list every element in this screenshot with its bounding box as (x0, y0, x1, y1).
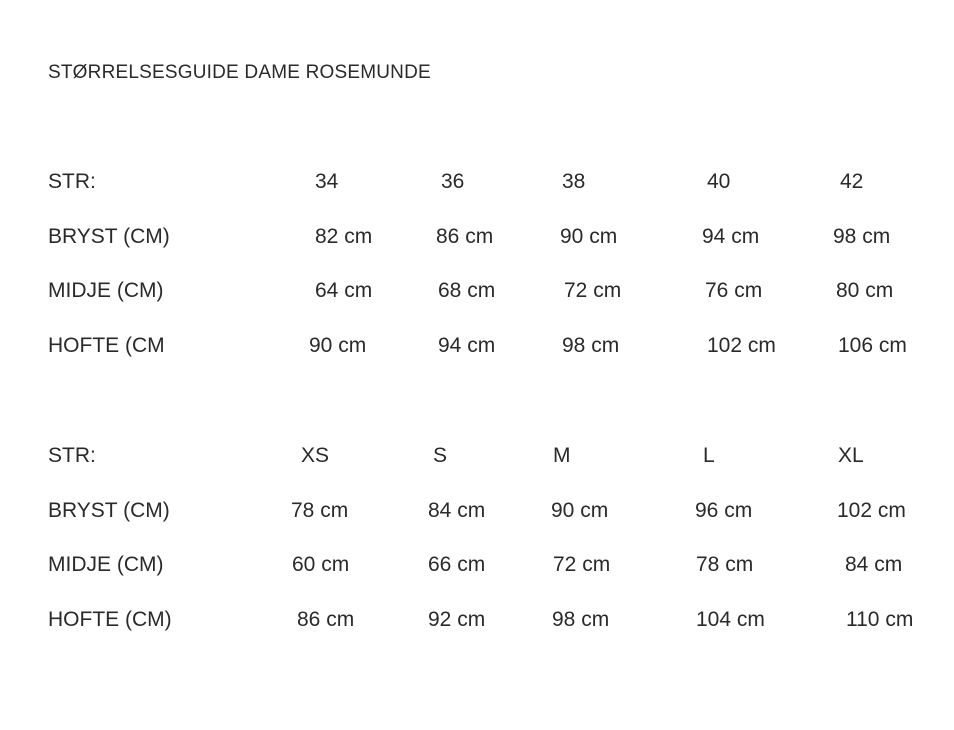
table-cell: 90 cm (309, 334, 367, 358)
table-cell: 102 cm (707, 334, 776, 358)
table-cell: 92 cm (428, 608, 486, 632)
row-label: STR: (48, 444, 96, 467)
table-cell: 94 cm (702, 224, 760, 248)
table-cell: 64 cm (315, 279, 373, 303)
row-label: BRYST (CM) (48, 224, 170, 248)
table-cell: 80 cm (836, 279, 894, 303)
table-cell: 82 cm (315, 224, 373, 248)
size-table-numeric (0, 168, 954, 387)
table-cell: 110 cm (846, 608, 914, 632)
table-cell: 38 (562, 170, 586, 193)
table-row (0, 277, 954, 332)
size-table-letter (0, 442, 954, 661)
table-cell: 72 cm (564, 279, 622, 303)
table-cell: 98 cm (552, 608, 610, 632)
table-cell: 86 cm (297, 608, 355, 632)
table-row (0, 606, 954, 661)
row-label: MIDJE (CM) (48, 553, 164, 577)
table-row (0, 497, 954, 552)
table-cell: 96 cm (695, 498, 753, 522)
table-cell: M (553, 444, 571, 467)
row-label: STR: (48, 170, 96, 193)
table-cell: 98 cm (562, 334, 620, 358)
table-cell: XS (301, 444, 330, 467)
table-cell: 90 cm (560, 224, 618, 248)
table-cell: 76 cm (705, 279, 763, 303)
row-label: HOFTE (CM) (48, 608, 172, 632)
table-cell: S (433, 444, 448, 467)
table-row (0, 223, 954, 278)
table-row (0, 442, 954, 497)
table-cell: 86 cm (436, 224, 494, 248)
row-label: HOFTE (CM (48, 334, 165, 358)
table-cell: 84 cm (428, 498, 486, 522)
table-cell: 78 cm (696, 553, 754, 577)
table-cell: 90 cm (551, 498, 609, 522)
table-row (0, 551, 954, 606)
table-cell: 36 (441, 170, 465, 193)
page-title: STØRRELSESGUIDE DAME ROSEMUNDE (48, 62, 431, 83)
table-cell: 106 cm (838, 334, 907, 358)
table-cell: 66 cm (428, 553, 486, 577)
table-cell: 40 (707, 170, 731, 193)
row-label: MIDJE (CM) (48, 279, 164, 303)
table-cell: 68 cm (438, 279, 496, 303)
table-cell: 78 cm (291, 498, 349, 522)
table-cell: 60 cm (292, 553, 350, 577)
table-row (0, 332, 954, 387)
table-cell: 102 cm (837, 498, 906, 522)
table-cell: 42 (840, 170, 864, 193)
table-cell: XL (838, 444, 864, 467)
table-cell: 72 cm (553, 553, 611, 577)
table-cell: 84 cm (845, 553, 903, 577)
table-cell: 34 (315, 170, 339, 193)
table-row (0, 168, 954, 223)
table-cell: 94 cm (438, 334, 496, 358)
table-cell: 104 cm (696, 608, 765, 632)
table-cell: L (703, 444, 715, 467)
row-label: BRYST (CM) (48, 498, 170, 522)
table-cell: 98 cm (833, 224, 891, 248)
